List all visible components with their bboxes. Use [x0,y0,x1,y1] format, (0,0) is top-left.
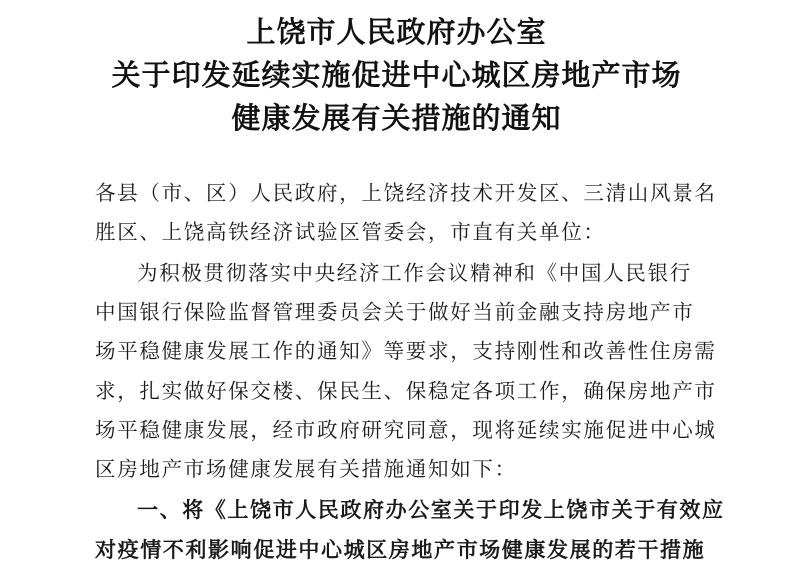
document-title-line-2: 关于印发延续实施促进中心城区房地产市场 [111,58,682,92]
body-line-1: 为积极贯彻落实中央经济工作会议精神和《中国人民银行 [137,261,692,285]
document-title-line-1: 上饶市人民政府办公室 [246,15,547,49]
body-line-6: 区房地产市场健康发展有关措施通知如下： [95,457,517,481]
body-line-4: 求，扎实做好保交楼、保民生、保稳定各项工作，确保房地产市 [95,379,717,403]
section-line-1: 一、将《上饶市人民政府办公室关于印发上饶市关于有效应 [137,498,725,522]
document-title-line-3: 健康发展有关措施的通知 [231,101,562,135]
body-line-2: 中国银行保险监督管理委员会关于做好当前金融支持房地产市 [95,300,695,324]
body-line-3: 场平稳健康发展工作的通知》等要求，支持刚性和改善性住房需 [95,339,717,363]
section-line-2: 对疫情不利影响促进中心城区房地产市场健康发展的若干措施 [95,538,706,562]
addressee-line-2: 胜区、上饶高铁经济试验区管委会，市直有关单位： [95,220,606,244]
body-line-5: 场平稳健康发展，经市政府研究同意，现将延续实施促进中心城 [95,418,717,442]
addressee-line-1: 各县（市、区）人民政府，上饶经济技术开发区、三清山风景名 [95,181,717,205]
